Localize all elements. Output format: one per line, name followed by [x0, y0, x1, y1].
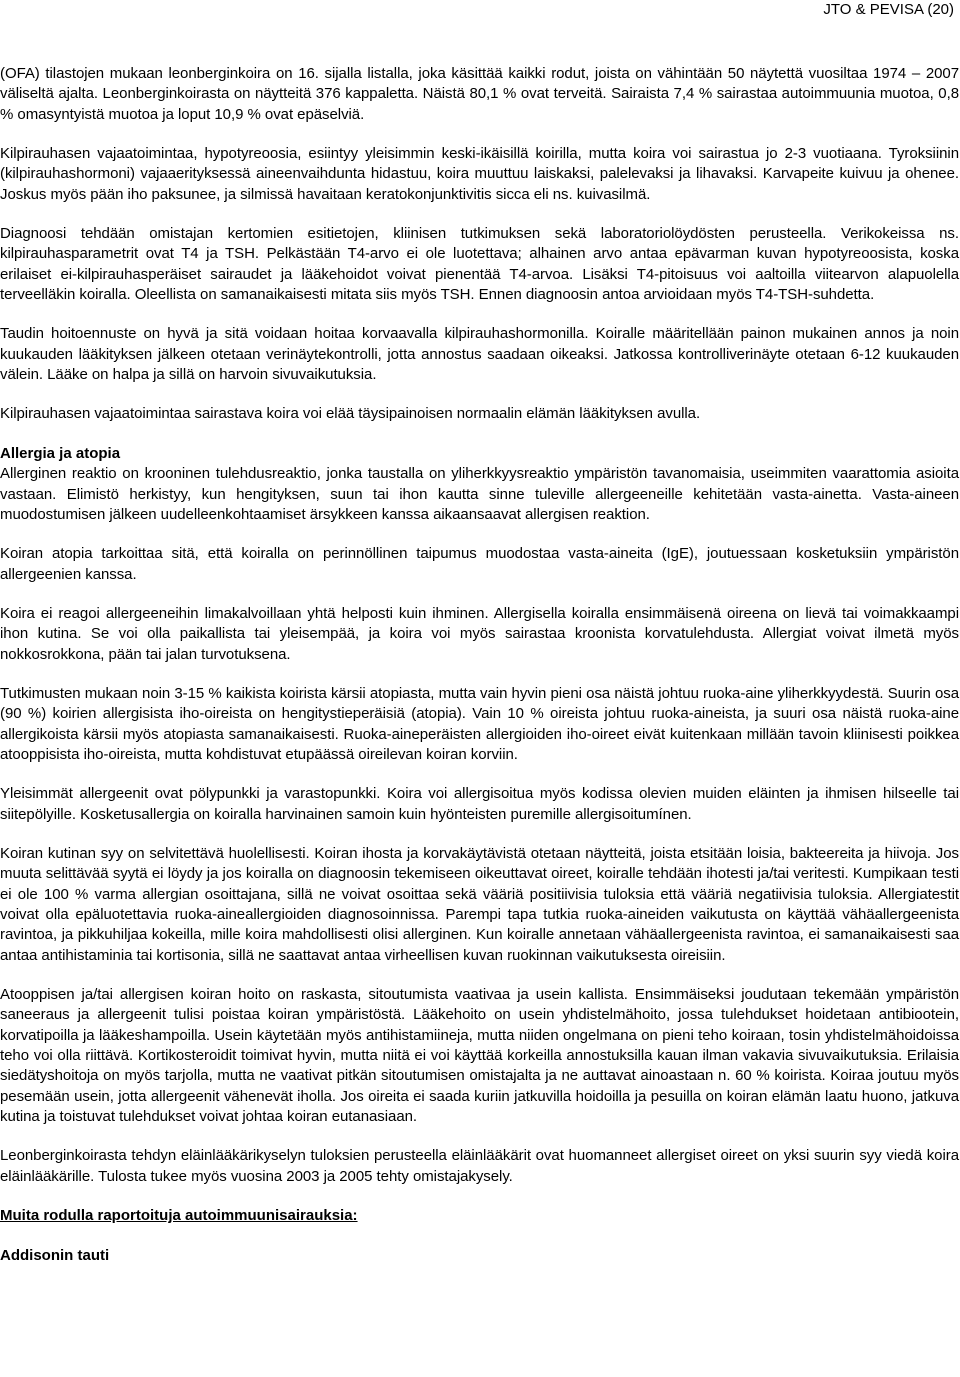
- paragraph-atopy-definition: Koiran atopia tarkoittaa sitä, että koiralla on perinnöllinen taipumus muodostaa vasta-aineita (IgE), joutuessaan kosketuksiin ympäristön allergeenien kanssa.: [0, 545, 959, 583]
- heading-addison: Addisonin tauti: [0, 1247, 110, 1265]
- paragraph-symptoms: Koira ei reagoi allergeeneihin limakalvoillaan yhtä helposti kuin ihminen. Allergisella koiralla ensimmäisenä oireena on lievä tai voimakkaampi ihon kutina. Se voi olla paikallista tai yleisempää, ja koira voi myös sairastaa kroonista korvatulehdusta. Allergiat voivat ilmetä myös nokkosrokkona, pään tai jalan turvotuksena.: [0, 604, 959, 663]
- paragraph-ofa-statistics: (OFA) tilastojen mukaan leonberginkoira on 16. sijalla listalla, joka käsittää kaikki rodut, joista on vähintään 50 näytettä vuosiltaa 1974 – 2007 väliseltä ajalta. Leonberginkoirasta on näytteitä 376 kappaletta. Näistä 80,1 % ovat terveitä. Sairaista 7,4 % sairastaa autoimmuunia muotoa, 0,8 % omasyntyistä muotoa ja loput 10,9 % ovat epäselviä.: [0, 65, 959, 123]
- paragraph-allergens: Yleisimmät allergeenit ovat pölypunkki ja varastopunkki. Koira voi allergisoitua myös kodissa olevien muiden eläinten ja ihmisen hilseelle tai siitepölyille. Kosketusallergia on koiralla harvinainen samoin kuin hyönteisten puremille allergisoitumínen.: [0, 785, 959, 823]
- heading-other-autoimmune: Muita rodulla raportoituja autoimmuunisairauksia:: [0, 1207, 358, 1225]
- heading-allergy-atopy: Allergia ja atopia: [0, 444, 121, 462]
- paragraph-testing: Koiran kutinan syy on selvitettävä huolellisesti. Koiran ihosta ja korvakäytävistä otetaan näytteitä, joista etsitään loisia, bakteereita ja hiivoja. Jos muuta selittävää syytä ei löydy ja jos koiralla on diagnoosin tekemiseen oikeuttavat oireet, koiralle tehdään ihotesti ja/tai veritesti. Kumpikaan testi ei ole 100 % varma allergian osoittajana, sillä ne voivat osoittaa sekä vääriä positiivisia tuloksia että vääriä negatiivisia tuloksia. Allergiatestit voivat olla epäluotettavia ruoka-aineallergioiden diagnosoinnissa. Parempi tapa tutkia ruoka-aineiden vaikutusta on käyttää vähäallergeenista ravintoa, ja pikkuhiljaa kokeilla, mille koira mahdollisesti olisi allerginen. Kun koiralle annetaan vähäallergeenista ravintoa, ei samanaikaisesti saa antaa antihistaminia tai kortisonia, sillä ne saattavat antaa virheellisen kuvan ruokinnan vaikutuksesta oireisiin.: [0, 844, 959, 964]
- paragraph-prognosis: Kilpirauhasen vajaatoimintaa sairastava koira voi elää täysipainoisen normaalin elämän lääkityksen avulla.: [0, 405, 701, 423]
- paragraph-research: Tutkimusten mukaan noin 3-15 % kaikista koirista kärsii atopiasta, mutta vain hyvin pieni osa näistä johtuu ruoka-aine yliherkkyydestä. Suurin osa (90 %) koirien allergisista iho-oireista on hengitystieperäisiä (atopia). Vain 10 % oireista johtuu ruoka-aineista, ja suuri osa näistä ruoka-aine allergikoista kärsii myös atopiasta samanaikaisesti. Ruoka-aineperäisten allergioiden iho-oireet eivät kuitenkaan millään tavoin kliinisesti poikkea atooppisista iho-oireista, mutta kohdistuvat etupäässä oireilevan koiran korviin.: [0, 684, 959, 763]
- paragraph-allergic-reaction: Allerginen reaktio on krooninen tulehdusreaktio, jonka taustalla on yliherkkyysreaktio ympäristön tavanomaisia, useimmiten vaarattomia asioita vastaan. Elimistö herkistyy, kun hengityksen, suun tai ihon kautta sinne tuleville allergeeneille kehitetään vasta-ainetta. Vasta-aineen muodostumisen jälkeen uudelleenkohtaamiset ärsykkeen kanssa aikaansaavat allergisen reaktion.: [0, 465, 959, 523]
- paragraph-care: Atooppisen ja/tai allergisen koiran hoito on raskasta, sitoutumista vaativaa ja usein kallista. Ensimmäiseksi joudutaan tekemään ympäristön saneeraus ja allergeenit tulisi poistaa koiran ympäristöstä. Lääkehoito on usein yhdistelmähoito, jossa tulehdukset hoidetaan antibiootein, korvatipoilla ja lääkeshampoilla. Usein käytetään myös antihistamiineja, mutta niiden ongelmana on pieni teho koiraan, tosin yhdistelmähoidoissa teho voi olla riittävä. Kortikosteroidit toimivat hyvin, mutta niitä ei voi käyttää korkeilla annostuksilla kauan ilman vakavia sivuvaikutuksia. Erilaisia siedätyshoitoja on myös tarjolla, mutta ne vaativat pitkän sitoutumisen omistajalta ja ne auttavat ainoastaan n. 60 % koirista. Koiraa joutuu myös pesemään usein, jotta allergeenit vähenevät iholla. Jos oireita ei saada kuriin jatkuvilla hoidoilla ja pesuilla on koiran elämän laatu huono, jatkuva kutina ja toistuvat tulehdukset voivat johtaa koiran eutanasiaan.: [0, 986, 959, 1126]
- paragraph-hypothyroidism: Kilpirauhasen vajaatoimintaa, hypotyreoosia, esiintyy yleisimmin keski-ikäisillä koirilla, mutta koira voi sairastua jo 2-3 vuotiaana. Tyroksiinin (kilpirauhashormoni) vajaaerityksessä aineenvaihdunta hidastuu, koira muuttuu laiskaksi, palelevaksi ja lihavaksi. Karvapeite kuivuu ja ohenee. Joskus myös pään iho paksunee, ja silmissä havaitaan keratokonjunktivitis sicca eli ns. kuivasilmä.: [0, 145, 959, 203]
- paragraph-treatment: Taudin hoitoennuste on hyvä ja sitä voidaan hoitaa korvaavalla kilpirauhashormonilla. Koiralle määritellään painon mukainen annos ja noin kuukauden lääkityksen jälkeen otetaan verinäytekontrolli, jotta annostus saadaan oikeaksi. Jatkossa kontrolliverinäyte otetaan 6-12 kuukauden välein. Lääke on halpa ja sillä on harvoin sivuvaikutuksia.: [0, 325, 959, 384]
- spacer: [0, 1226, 959, 1246]
- document-body: [0, 64, 959, 1267]
- paragraph-survey: Leonberginkoirasta tehdyn eläinlääkärikyselyn tuloksien perusteella eläinlääkärit ovat huomanneet allergiset oireet on yksi suurin syy viedä koira eläinlääkärille. Tulosta tukee myös vuosina 2003 ja 2005 tehty omistajakysely.: [0, 1147, 959, 1185]
- running-head: JTO & PEVISA (20): [823, 1, 954, 18]
- paragraph-diagnosis: Diagnoosi tehdään omistajan kertomien esitietojen, kliinisen tutkimuksen sekä laboratoriolöydösten perusteella. Verikokeissa ns. kilpirauhasparametrit ovat T4 ja TSH. Pelkästään T4-arvo ei ole luotettava; alhainen arvo antaa epävarman kuvan hypotyreoosista, koska erilaiset ei-kilpirauhasperäiset sairaudet ja lääkehoidot voivat pienentää T4-arvoa. Lisäksi T4-pitoisuus voi aaltoilla viitearvon alapuolella terveelläkin koiralla. Oleellista on samanaikaisesti mitata siis myös TSH. Ennen diagnoosin antoa arvioidaan myös T4-TSH-suhdetta.: [0, 225, 959, 304]
